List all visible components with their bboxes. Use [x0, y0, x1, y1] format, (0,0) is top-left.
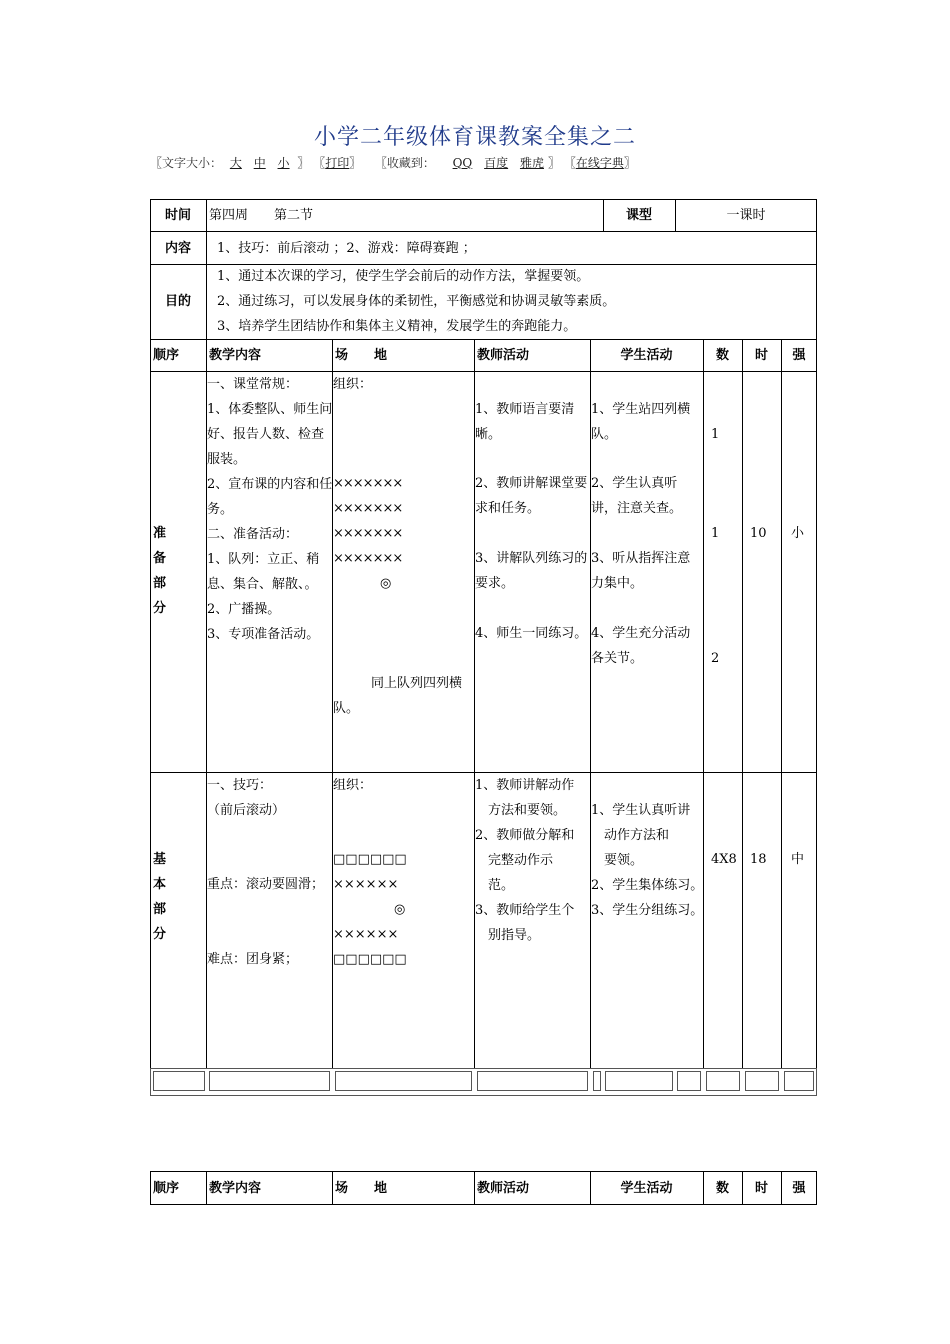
basic-venue-students: ××××××: [333, 927, 399, 942]
prep-student-activity: 3、听从指挥注意力集中。: [591, 551, 691, 591]
time-label: 时间: [164, 208, 191, 223]
basic-teacher-mark: ◎: [394, 902, 406, 917]
prep-student-activity: 2、学生认真听讲，注意关查。: [591, 476, 683, 516]
favorite-yahoo-link[interactable]: 雅虎: [519, 156, 544, 170]
empty-cell: [745, 1071, 779, 1091]
col-content: 教学内容: [209, 1181, 262, 1196]
prep-count: 1: [711, 526, 720, 541]
goal-item: 1、通过本次课的学习，使学生学会前后的动作方法，掌握要领。: [217, 269, 590, 284]
basic-intensity: 中: [791, 852, 805, 867]
col-venue: 场 地: [335, 1181, 388, 1196]
col-content: 教学内容: [209, 348, 262, 363]
favorite-baidu-link[interactable]: 百度: [484, 156, 509, 170]
content-label: 内容: [164, 241, 191, 256]
bracket-close: 〗: [297, 156, 310, 170]
col-order: 顺序: [153, 1181, 180, 1196]
online-dictionary-link[interactable]: 在线字典: [575, 156, 624, 170]
col-time: 时: [754, 1181, 768, 1196]
empty-cell: [477, 1071, 588, 1091]
lesson-type-value: 一课时: [726, 208, 766, 223]
prep-venue-formation: ××××××× ××××××× ××××××× ×××××××: [333, 476, 403, 566]
basic-count: 4X8: [711, 852, 737, 867]
prep-teacher-activity: 3、讲解队列练习的要求。: [475, 551, 588, 591]
prep-venue-note: 同上队列四列横队。: [333, 676, 463, 716]
col-count: 数: [715, 348, 729, 363]
prep-time: 10: [750, 526, 767, 541]
goal-item: 3、培养学生团结协作和集体主义精神，发展学生的奔跑能力。: [217, 319, 577, 334]
bracket-close: 〗: [349, 156, 362, 170]
prep-count: 1: [711, 427, 720, 442]
col-intensity: 强: [792, 1181, 806, 1196]
font-size-label: 〖文字大小：: [150, 156, 223, 170]
col-order: 顺序: [153, 348, 180, 363]
empty-cell: [706, 1071, 740, 1091]
col-count: 数: [715, 1181, 729, 1196]
empty-cell: [153, 1071, 205, 1091]
basic-section-label: 基 本 部 分: [153, 852, 167, 942]
basic-difficulty: 难点：团身紧；: [207, 952, 299, 967]
prep-teacher-activity: 1、教师语言要清晰。: [475, 402, 575, 442]
favorite-label: 〖收藏到：: [374, 156, 435, 170]
empty-cell: [335, 1071, 472, 1091]
goal-item: 2、通过练习，可以发展身体的柔韧性，平衡感觉和协调灵敏等素质。: [217, 294, 616, 309]
bracket-close: 〗: [547, 156, 560, 170]
empty-cell: [209, 1071, 330, 1091]
prep-count: 2: [711, 651, 720, 666]
col-student: 学生活动: [620, 1181, 673, 1196]
prep-student-activity: 1、学生站四列横队。: [591, 402, 691, 442]
basic-key-point: 重点：滚动要圆滑；: [207, 877, 325, 892]
col-teacher: 教师活动: [477, 1181, 530, 1196]
empty-cell: [784, 1071, 814, 1091]
basic-student-activity: 1、学生认真听讲 动作方法和 要领。 2、学生集体练习。 3、学生分组练习。: [591, 803, 704, 918]
prep-student-activity: 4、学生充分活动各关节。: [591, 626, 691, 666]
toolbar: [150, 154, 636, 171]
prep-content: 一、课堂常规： 1、体委整队、师生问好、报告人数、检查服装。 2、宣布课的内容和任务。 二、准备活动： 1、队列：立正、稍息、集合、解散、。 2、广播操。 3、专项准备活动。: [207, 377, 333, 642]
bracket-open: 〖: [563, 156, 576, 170]
col-intensity: 强: [792, 348, 806, 363]
prep-intensity: 小: [791, 526, 805, 541]
font-size-medium-link[interactable]: 中: [253, 156, 266, 170]
basic-teacher-activity: 1、教师讲解动作 方法和要领。 2、教师做分解和 完整动作示 范。 3、教师给学生个 别指导。: [475, 778, 575, 943]
basic-content-topic: 一、技巧： （前后滚动）: [207, 778, 286, 818]
time-value: 第四周 第二节: [209, 208, 314, 223]
print-link[interactable]: 打印: [325, 156, 350, 170]
basic-venue-mats: □□□□□□: [333, 952, 407, 967]
empty-cell: [593, 1071, 601, 1091]
basic-venue-mats: □□□□□□: [333, 852, 407, 867]
page-title: 小学二年级体育课教案全集之二: [313, 125, 636, 150]
basic-venue-students: ××××××: [333, 877, 399, 892]
bracket-open: 〖: [313, 156, 326, 170]
prep-teacher-activity: 4、师生一同练习。: [475, 626, 588, 641]
favorite-qq-link[interactable]: QQ: [452, 156, 473, 170]
content-value: 1、技巧：前后滚动 ；2、游戏：障碍赛跑 ；: [217, 241, 476, 256]
basic-time: 18: [750, 852, 767, 867]
col-student: 学生活动: [620, 348, 673, 363]
empty-cell: [605, 1071, 673, 1091]
col-teacher: 教师活动: [477, 348, 530, 363]
basic-venue-label: 组织：: [333, 778, 373, 793]
goal-label: 目的: [164, 294, 191, 309]
prep-teacher-activity: 2、教师讲解课堂要求和任务。: [475, 476, 588, 516]
empty-cell: [677, 1071, 701, 1091]
bracket-close: 〗: [623, 156, 636, 170]
prep-venue-label: 组织：: [333, 377, 373, 392]
lesson-type-label: 课型: [625, 208, 652, 223]
col-time: 时: [754, 348, 768, 363]
col-venue: 场 地: [335, 348, 388, 363]
prep-section-label: 准 备 部 分: [153, 526, 167, 616]
prep-teacher-mark: ◎: [380, 576, 392, 591]
font-size-large-link[interactable]: 大: [229, 156, 242, 170]
font-size-small-link[interactable]: 小: [277, 156, 290, 170]
